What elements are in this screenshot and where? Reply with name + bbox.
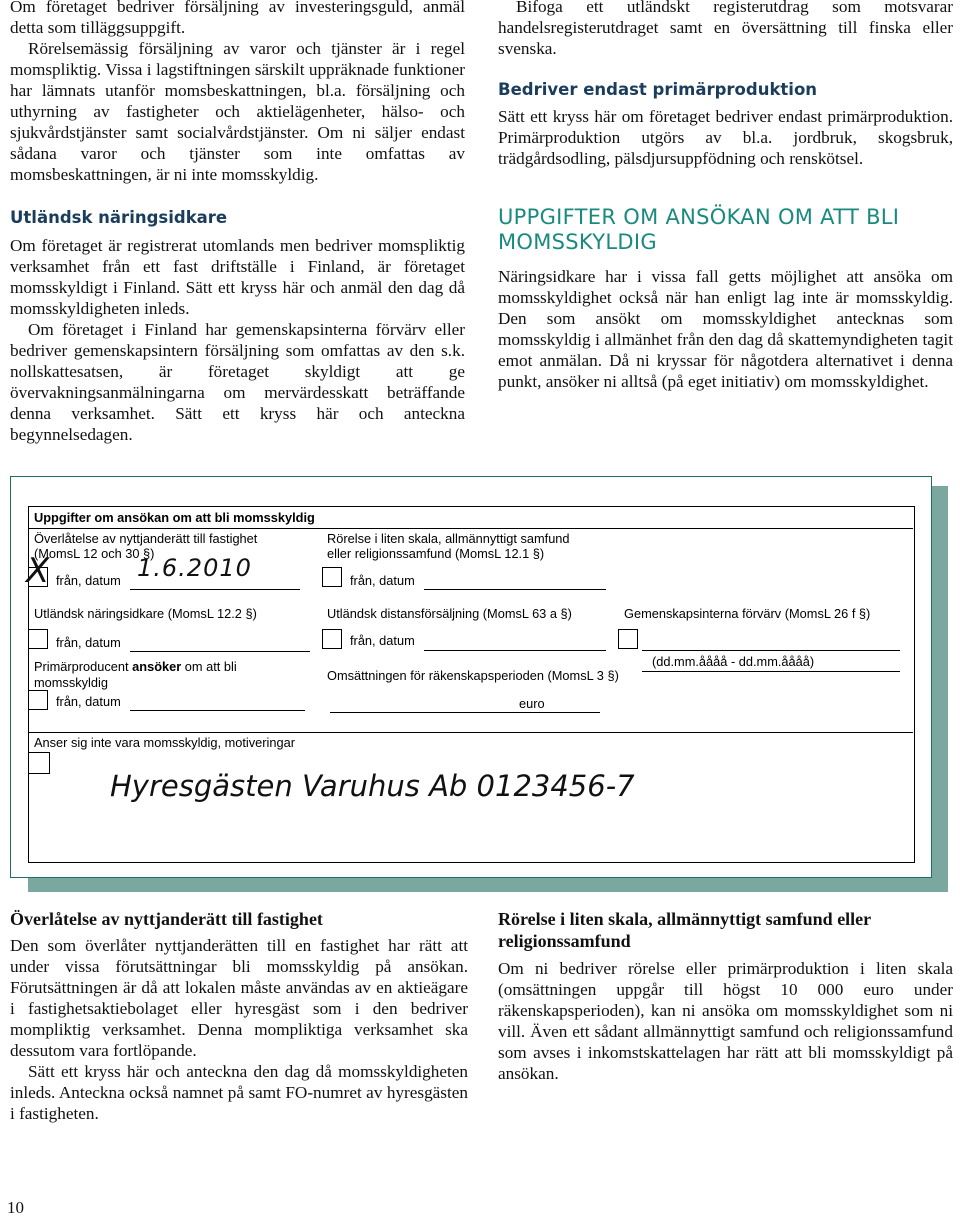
community-acquisitions-checkbox[interactable] [618,629,638,649]
paragraph-small-scale: Om ni bedriver rörelse eller primärproduktion i liten skala (omsättningen uppgår till högst 10 000 euro under räkenskapsperioden), kan ni ansöka om momsskyldighet som ni vill. Även ett sådant allmännyttigt samfund och religionssamfund som avses i inkomstskattelagen har rätt att bli momsskyldigt på ansökan. [498,959,953,1083]
small-scale-date-label: från, datum [350,573,415,588]
section-heading-application: UPPGIFTER OM ANSÖKAN OM ATT BLI MOMSSKYLDIG [498,205,900,254]
primary-producer-date-line[interactable] [130,710,305,711]
paragraph-application: Näringsidkare har i vissa fall getts möjlighet att ansöka om momsskyldighet också när han enligt lag inte är momsskyldig. Den som ansökt om momsskyldighet antecknas som momsskyldig i allmänhet från den dag då skattemyndigheten tagit emot anmälan. Då ni kryssar för någotdera alternativet i denna punkt, ansöker ni alltså (på eget initiativ) om momsskyldighet. [498,267,953,391]
small-scale-checkbox[interactable] [322,567,342,587]
handwritten-tenant-note: Hyresgästen Varuhus Ab 0123456-7 [110,769,635,803]
paragraph-usage-right-instructions: Sätt ett kryss här och anteckna den dag då momsskyldigheten inleds. Anteckna också namnet på samt FO-numret av hyresgästen i fastigheten. [10,1062,468,1123]
not-liable-checkbox[interactable] [28,752,50,774]
foreign-trader-checkbox[interactable] [28,629,48,649]
heading-usage-right-transfer: Överlåtelse av nyttjanderätt till fastighet [10,909,323,929]
heading-foreign-trader: Utländsk näringsidkare [10,208,228,227]
turnover-period-line[interactable] [642,671,900,672]
primary-producer-text-c: om att bli [181,659,237,674]
foreign-trader-date-line[interactable] [130,651,310,652]
turnover-amount-line[interactable] [330,712,600,713]
primary-producer-date-label: från, datum [56,694,121,709]
left-column-foreign [10,235,465,445]
paragraph-taxable-sales: Rörelsemässig försäljning av varor och tjänster är i regel momspliktig. Vissa i lagstiftningen särskilt uppräknade funktioner har lämnats utanför momsbeskattningen, bl.a. försäljning och uthyrning av fastigheter och aktielägenheter, hälso- och sjukvårdstjänster samt socialvårdstjänster. Om ni säljer endast sådana varor och tjänster som inte omfattas av momsbeskattningen, är ni inte momsskyldig. [10,39,465,184]
transfer-date-value[interactable]: 1.6.2010 [137,554,252,582]
turnover-label: Omsättningen för räkenskapsperioden (MomsL 3 §) [327,668,619,683]
bottom-left-text [10,935,468,1124]
community-acquisitions-label: Gemenskapsinterna förvärv (MomsL 26 f §) [624,606,871,621]
turnover-date-format: (dd.mm.åååå - dd.mm.åååå) [652,654,815,669]
transfer-label-line1: Överlåtelse av nyttjanderätt till fastighet [34,531,258,546]
small-scale-label-line2: eller religionssamfund (MomsL 12.1 §) [327,546,545,561]
paragraph-register-extract: Bifoga ett utländskt registerutdrag som motsvarar handelsregisterutdraget samt en översättning till finska eller svenska. [498,0,953,58]
foreign-trader-date-label: från, datum [56,635,121,650]
foreign-trader-label: Utländsk näringsidkare (MomsL 12.2 §) [34,606,257,621]
community-acquisitions-line[interactable] [642,650,900,651]
transfer-checkmark: X [26,551,50,591]
form-title-rule [28,528,913,529]
transfer-date-line [130,589,300,590]
not-liable-label: Anser sig inte vara momsskyldig, motiveringar [34,735,296,750]
heading-small-scale: Rörelse i liten skala, allmännyttigt samfund eller religionssamfund [498,909,871,951]
distance-selling-label: Utländsk distansförsäljning (MomsL 63 a §) [327,606,572,621]
transfer-label-line2: (MomsL 12 och 30 §) [34,546,155,561]
turnover-currency: euro [519,696,545,711]
transfer-date-label: från, datum [56,573,121,588]
small-scale-label-line1: Rörelse i liten skala, allmännyttigt samfund [327,531,570,546]
primary-producer-applies: ansöker [132,659,182,674]
paragraph-usage-right: Den som överlåter nyttjanderätten till en fastighet har rätt att under vissa förutsättningar bli momsskyldig på ansökan. Förutsättningen är då att lokalen måste användas av en aktieägare i fastighetsaktiebolaget eller hyresgäst som i den bedriver mompliktig verksamhet. Denna mompliktiga verksamhet ska dessutom vara fortlöpande. [10,936,468,1060]
primary-producer-checkbox[interactable] [28,690,48,710]
paragraph-primary-production: Sätt ett kryss här om företaget bedriver endast primärproduktion. Primärproduktion utgörs av bl.a. jordbruk, skogsbruk, trädgårdsodling, pälsdjursuppfödning och renskötsel. [498,107,953,168]
small-scale-date-line[interactable] [424,589,606,590]
paragraph-foreign-trader: Om företaget är registrerat utomlands men bedriver momspliktig verksamhet från ett fast driftställe i Finland, är företaget momsskyldigt i Finland. Sätt ett kryss här och anmäl den dag då momsskyldigheten inleds. [10,236,465,318]
page-number: 10 [7,1198,24,1217]
paragraph-intra-community: Om företaget i Finland har gemenskapsinterna förvärv eller bedriver gemenskapsintern försäljning som omfattas av den s.k. nollskattesatsen, är företaget skyldigt att ge övervakningsanmälningarna om mervärdesskatt beträffande denna verksamhet. Sätt ett kryss här och anteckna begynnelsedagen. [10,320,465,444]
heading-primary-production: Bedriver endast primärproduktion [498,80,818,99]
distance-selling-checkbox[interactable] [322,629,342,649]
paragraph-investment-gold: Om företaget bedriver försäljning av investeringsguld, anmäl detta som tilläggsuppgift. [10,0,465,37]
form-title: Uppgifter om ansökan om att bli momsskyldig [34,510,315,525]
left-column-top [10,0,465,185]
primary-producer-label-line1 [34,659,237,674]
form-section-rule [28,732,913,733]
distance-selling-date-label: från, datum [350,633,415,648]
primary-producer-label-line2: momsskyldig [34,675,108,690]
distance-selling-date-line[interactable] [424,650,606,651]
primary-producer-text-a: Primärproducent [34,659,133,674]
